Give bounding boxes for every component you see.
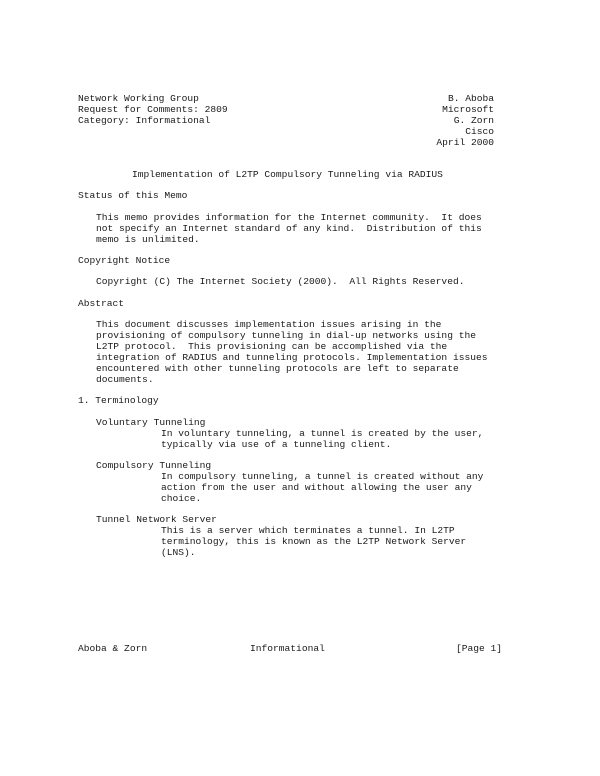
term-definition-line: action from the user and without allowing the user any (161, 482, 472, 493)
header-right-line: Microsoft (442, 104, 494, 115)
term-definition-line: In compulsory tunneling, a tunnel is created without any (161, 471, 484, 482)
status-heading: Status of this Memo (78, 190, 188, 201)
terminology-heading: 1. Terminology (78, 395, 159, 406)
header-right-line: G. Zorn (453, 115, 494, 126)
term-definition-line: This is a server which terminates a tunnel. In L2TP (161, 525, 455, 536)
term-definition-line: terminology, this is known as the L2TP Network Server (161, 536, 467, 547)
term-definition-line: typically via use of a tunneling client. (161, 439, 392, 450)
header-right-line: April 2000 (436, 137, 494, 148)
term-label: Tunnel Network Server (96, 514, 217, 525)
header-right-line: B. Aboba (447, 93, 494, 104)
abstract-body-line: encountered with other tunneling protocols are left to separate (96, 363, 459, 374)
term-label: Compulsory Tunneling (96, 460, 212, 471)
document-title: Implementation of L2TP Compulsory Tunneling via RADIUS (132, 169, 443, 180)
header-left-line: Category: Informational (78, 115, 211, 126)
term-definition-line: (LNS). (161, 547, 196, 558)
footer-page-number: [Page 1] (455, 643, 502, 654)
header-left-line: Request for Comments: 2809 (78, 104, 228, 115)
status-body-line: not specify an Internet standard of any kind. Distribution of this (96, 223, 482, 234)
copyright-heading: Copyright Notice (78, 255, 171, 266)
header-right-line: Cisco (465, 126, 494, 137)
status-body-line: This memo provides information for the Internet community. It does (96, 212, 482, 223)
status-body-line: memo is unlimited. (96, 234, 200, 245)
term-label: Voluntary Tunneling (96, 417, 206, 428)
term-definition-line: choice. (161, 493, 202, 504)
copyright-body-line: Copyright (C) The Internet Society (2000). All Rights Reserved. (96, 276, 465, 287)
footer-category: Informational (250, 643, 325, 654)
abstract-heading: Abstract (78, 298, 125, 309)
header-left-line: Network Working Group (78, 93, 199, 104)
abstract-body-line: This document discusses implementation issues arising in the (96, 319, 442, 330)
abstract-body-line: L2TP protocol. This provisioning can be accomplished via the (96, 341, 448, 352)
abstract-body-line: provisioning of compulsory tunneling in dial-up networks using the (96, 330, 476, 341)
footer-authors: Aboba & Zorn (78, 643, 148, 654)
term-definition-line: In voluntary tunneling, a tunnel is created by the user, (161, 428, 484, 439)
abstract-body-line: documents. (96, 374, 154, 385)
abstract-body-line: integration of RADIUS and tunneling protocols. Implementation issues (96, 352, 488, 363)
